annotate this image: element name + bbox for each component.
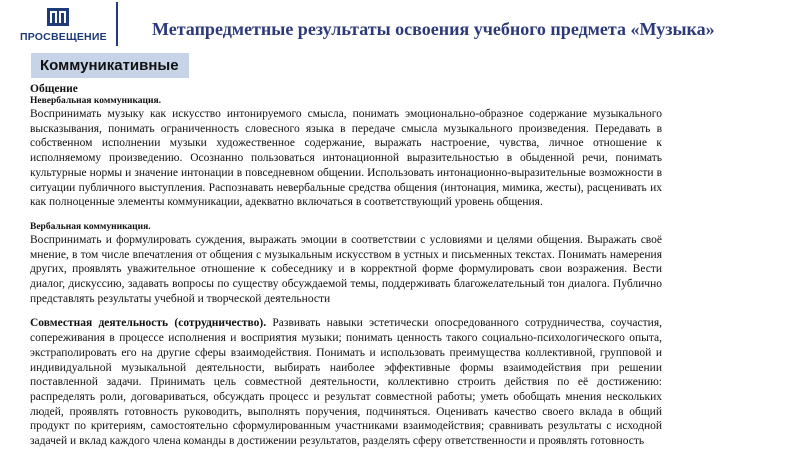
- joint-text: Развивать навыки эстетически опосредованного сотрудничества, соучастия, сопереживания в процессе исполнения и восприятия музыки; понимать ценность такого социально-психологического опыта, экстраполировать его на другие сферы взаимодействия. Понимать и использовать преимущества коллективной, групповой и индивидуальной музыкальной деятельности, выбирать наиболее эффективные формы взаимодействия при решении поставленной задачи. Принимать цель совместной деятельности, коллективно строить действия по её достижению: распределять роли, договариваться, обсуждать процесс и результат совместной работы; уметь обобщать мнения нескольких людей, проявлять готовность руководить, выполнять поручения, подчиняться. Оценивать качество своего вклада в общий продукт по критериям, самостоятельно сформулированным участниками взаимодействия; сравнивать результаты с исходной задачей и вклад каждого члена команды в достижении результатов, разделять сферу ответственности и проявлять готовность: [30, 317, 662, 448]
- nonverbal-title: Невербальная коммуникация.: [30, 96, 162, 106]
- header-divider: [116, 2, 118, 46]
- section-label: Коммуникативные: [31, 53, 189, 78]
- page-title: Метапредметные результаты освоения учебного предмета «Музыка»: [152, 19, 715, 39]
- content-body: [30, 80, 662, 449]
- content-heading: Общение: [30, 83, 78, 95]
- joint-title: Совместная деятельность (сотрудничество).: [30, 317, 267, 330]
- logo-text: ПРОСВЕЩЕНИЕ: [20, 31, 107, 43]
- verbal-title: Вербальная коммуникация.: [30, 221, 151, 232]
- joint-paragraph: [30, 316, 662, 448]
- verbal-text: Воспринимать и формулировать суждения, выражать эмоции в соответствии с условиями и целями общения. Выражать своё мнение, в том числе впечатления от общения с музыкальным искусством в устных и письменных текстах. Понимать намерения других, проявлять уважительное отношение к собеседнику и в корректной форме формулировать свои возражения. Вести диалог, дискуссию, задавать вопросы по существу обсуждаемой темы, поддерживать благожелательный тон диалога. Публично представлять результаты учебной и творческой деятельности: [30, 233, 662, 305]
- publisher-logo: [8, 4, 108, 44]
- logo-emblem-icon: [47, 8, 69, 26]
- nonverbal-text: Воспринимать музыку как искусство интонируемого смысла, понимать эмоционально-образное содержание музыкального высказывания, понимать ограниченность словесного языка в передаче смысла музыкального произведения. Передавать в собственном исполнении музыки художественное содержание, выражать настроение, чувства, личное отношение к исполняемому произведению. Осознанно пользоваться интонационной выразительностью в обыденной речи, понимать культурные нормы и значение интонации в повседневном общении. Использовать интонационно-выразительные возможности в ситуации публичного выступления. Распознавать невербальные средства общения (интонация, мимика, жесты), расценивать их как полноценные элементы коммуникации, адекватно включаться в соответствующий уровень общения.: [30, 108, 662, 209]
